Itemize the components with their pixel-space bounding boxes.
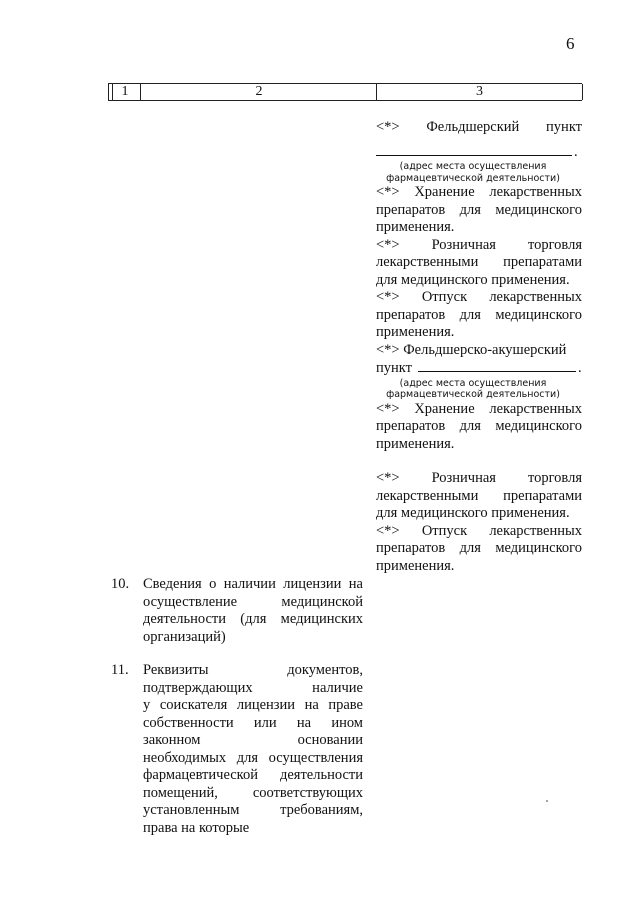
item-11-line-3: у соискателя лицензии на праве (143, 697, 363, 713)
item-11 (111, 662, 363, 837)
dispense-1-line-1: <*> Отпуск лекарственных (376, 289, 582, 305)
feldsher-point-label: <*> Фельдшерский (376, 119, 520, 135)
table-header-col-2-label: 2 (255, 84, 263, 99)
address-caption-1-line-2: фармацевтической деятельности) (386, 172, 560, 184)
column-3-content (376, 119, 582, 575)
storage-1-line-3: применения. (376, 219, 455, 235)
dispense-1-line-2: препаратов для медицинского (376, 306, 582, 323)
item-10-text (143, 576, 363, 646)
item-11-text (143, 662, 363, 837)
address-blank-1 (376, 137, 582, 162)
table-header-col-1 (108, 84, 141, 100)
item-10-line-4: организаций) (143, 628, 226, 645)
item-11-line-5: законном основании (143, 732, 363, 748)
table-header-col-3-label: 3 (476, 84, 483, 99)
retail-1-line-1: <*> Розничная торговля (376, 236, 582, 253)
address-caption-2-line-1: (адрес места осуществления (399, 377, 547, 389)
retail-2-line-1: <*> Розничная торговля (376, 470, 582, 486)
address-underline-1 (376, 143, 572, 156)
paragraph-gap (376, 453, 582, 470)
item-10-number: 10. (111, 576, 130, 592)
item-11-line-7: фармацевтической деятельности (143, 767, 363, 783)
dispense-2-line-2: препаратов для медицинского (376, 540, 582, 556)
fap-label: пункт (376, 360, 412, 376)
item-11-line-2: подтверждающих наличие (143, 679, 363, 696)
item-11-number: 11. (111, 662, 129, 678)
item-11-line-8: помещений, соответствующих (143, 784, 363, 801)
dispense-2-line-3: применения. (376, 557, 455, 574)
address-blank-1-end: . (574, 143, 578, 160)
item-11-line-4: собственности или на ином (143, 714, 363, 731)
scan-speck (546, 800, 548, 802)
item-11-line-1: Реквизиты документов, (143, 662, 363, 678)
fap-line-2 (376, 359, 582, 378)
item-10 (111, 576, 363, 646)
table-header-col-3 (376, 84, 583, 100)
dispense-1-line-3: применения. (376, 324, 455, 340)
storage-2-line-3: применения. (376, 435, 455, 452)
table-header-row (108, 83, 582, 101)
retail-1-line-2: лекарственными препаратами (376, 254, 582, 270)
double-rule-mark (112, 84, 113, 100)
table-header-col-1-label: 1 (121, 84, 129, 99)
storage-2-line-2: препаратов для медицинского (376, 418, 582, 434)
item-10-line-1: Сведения о наличии лицензии на (143, 576, 363, 592)
storage-1-line-2: препаратов для медицинского (376, 201, 582, 218)
address-caption-2-line-2: фармацевтической деятельности) (386, 389, 560, 400)
item-11-line-6: необходимых для осуществления (143, 749, 363, 766)
fap-line-1: <*> Фельдшерско-акушерский (376, 341, 567, 358)
retail-2-line-2: лекарственными препаратами (376, 487, 582, 504)
storage-1-line-1: <*> Хранение лекарственных (376, 184, 582, 200)
address-caption-1 (376, 161, 582, 184)
page-number: 6 (566, 34, 575, 53)
retail-2-line-3: для медицинского применения. (376, 505, 570, 521)
address-blank-2-end: . (577, 360, 582, 376)
item-10-line-3: деятельности (для медицинских (143, 611, 363, 627)
dispense-2-line-1: <*> Отпуск лекарственных (376, 522, 582, 539)
storage-2-line-1: <*> Хранение лекарственных (376, 400, 582, 417)
item-10-line-2: осуществление медицинской (143, 593, 363, 610)
feldsher-point-line (376, 119, 582, 137)
item-11-line-9: установленным требованиям, (143, 802, 363, 818)
table-header-col-2 (140, 84, 377, 100)
retail-1-line-3: для медицинского применения. (376, 271, 570, 288)
feldsher-point-label-end: пункт (546, 119, 583, 135)
address-caption-2 (376, 378, 582, 401)
address-underline-2 (418, 359, 576, 372)
address-caption-1-line-1: (адрес места осуществления (399, 161, 547, 172)
item-11-line-10: права на которые (143, 819, 250, 836)
